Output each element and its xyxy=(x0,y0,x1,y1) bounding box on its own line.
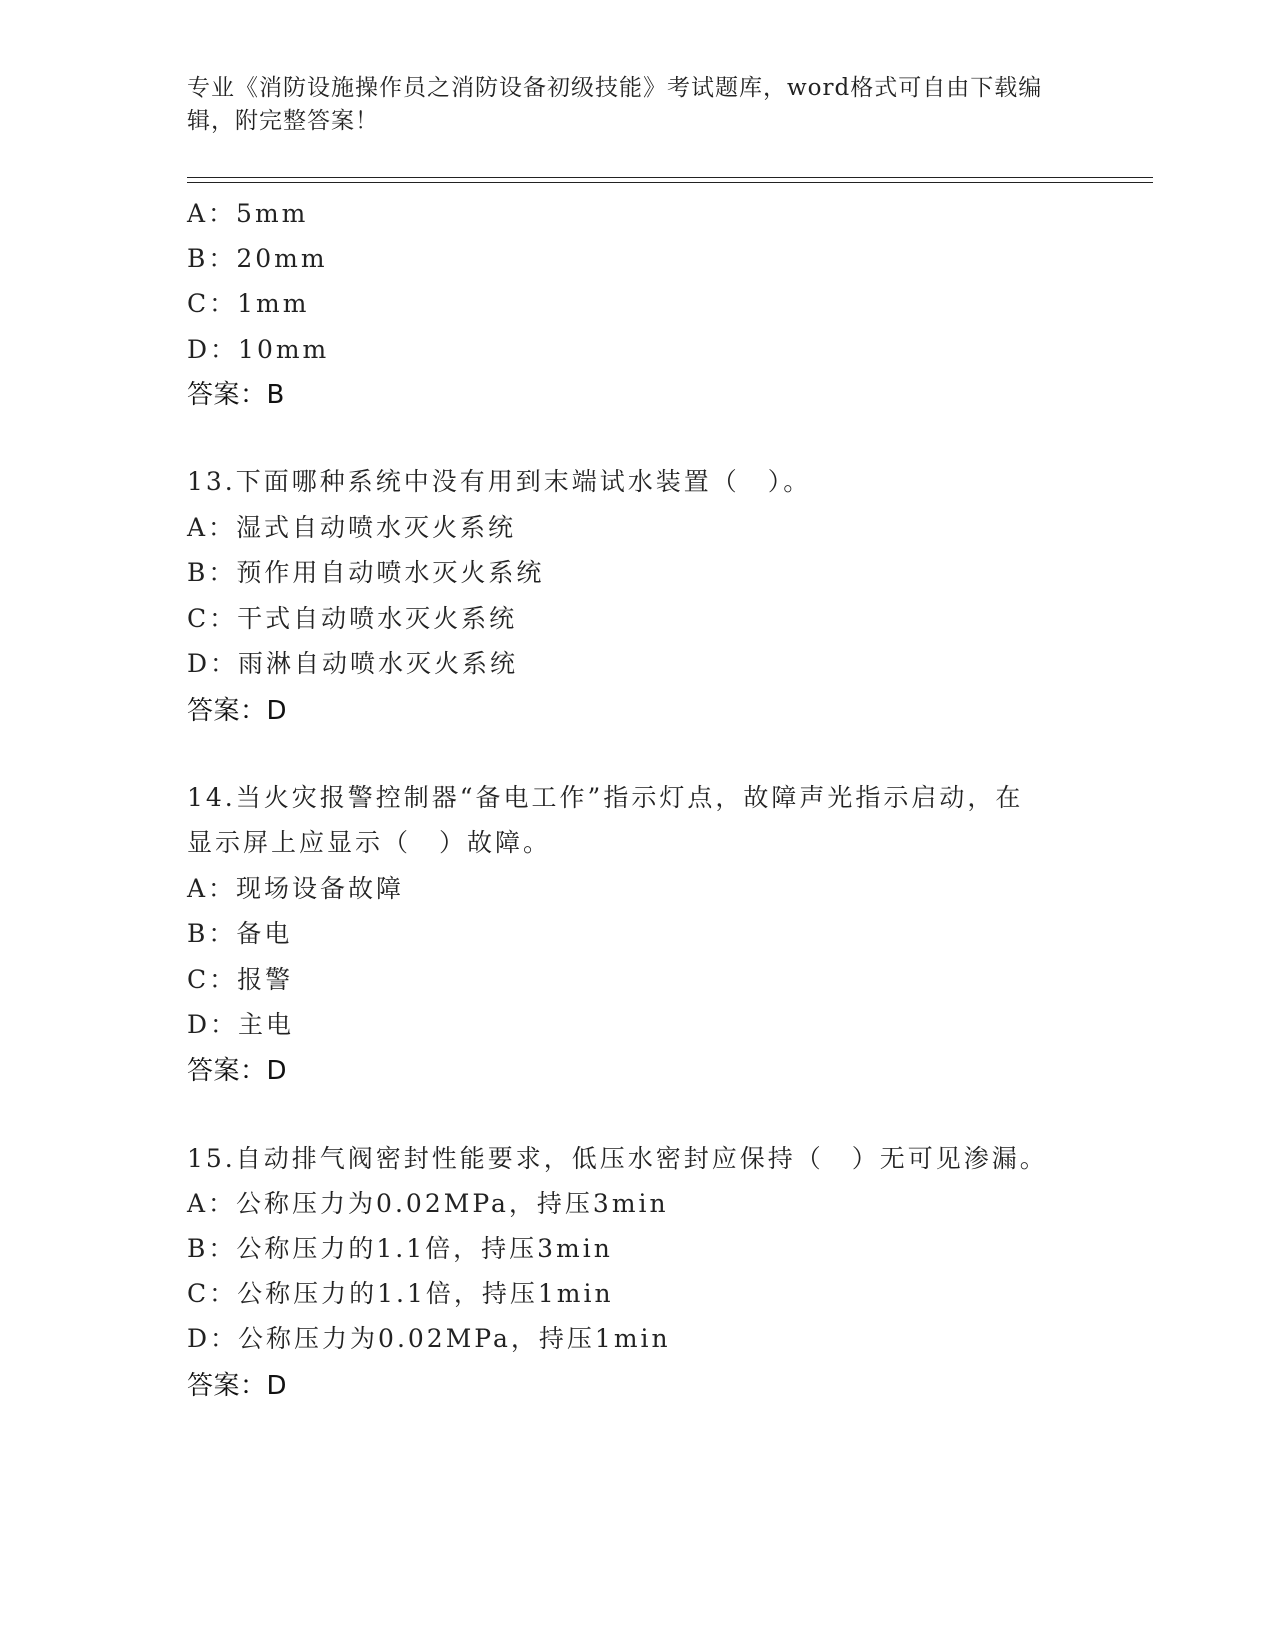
q15-option-d: D：公称压力为0.02MPa，持压1min xyxy=(187,1324,671,1353)
q15-option-b: B：公称压力的1.1倍，持压3min xyxy=(187,1234,613,1263)
q13-option-b: B：预作用自动喷水灭火系统 xyxy=(187,558,545,587)
q13-stem: 13.下面哪种系统中没有用到末端试水装置（ ）。 xyxy=(187,467,812,496)
q12-option-d: D：10mm xyxy=(187,335,330,364)
q15-option-c: C：公称压力的1.1倍，持压1min xyxy=(187,1279,614,1308)
q13-option-a: A：湿式自动喷水灭火系统 xyxy=(187,513,517,542)
q13-option-d: D：雨淋自动喷水灭火系统 xyxy=(187,649,519,678)
q12-option-b: B：20mm xyxy=(187,244,328,273)
q14-option-a: A：现场设备故障 xyxy=(187,874,405,903)
q14-stem-line2: 显示屏上应显示（ ）故障。 xyxy=(187,828,552,857)
q13-answer: 答案：D xyxy=(187,696,288,726)
q14-answer: 答案：D xyxy=(187,1056,288,1086)
q15-stem: 15.自动排气阀密封性能要求，低压水密封应保持（ ）无可见渗漏。 xyxy=(187,1144,1048,1173)
header-divider-top xyxy=(187,177,1153,178)
q15-answer: 答案：D xyxy=(187,1371,288,1401)
q14-option-d: D：主电 xyxy=(187,1010,295,1039)
q14-stem-line1: 14.当火灾报警控制器“备电工作”指示灯点，故障声光指示启动，在 xyxy=(187,783,1024,812)
q12-option-a: A：5mm xyxy=(187,199,309,228)
header-divider-bottom xyxy=(187,182,1153,183)
q14-option-b: B：备电 xyxy=(187,919,293,948)
q14-option-c: C：报警 xyxy=(187,965,294,994)
q12-answer: 答案：B xyxy=(187,380,285,410)
q15-option-a: A：公称压力为0.02MPa，持压3min xyxy=(187,1189,669,1218)
q13-option-c: C：干式自动喷水灭火系统 xyxy=(187,604,518,633)
q12-option-c: C：1mm xyxy=(187,289,310,318)
document-header: 专业《消防设施操作员之消防设备初级技能》考试题库，word格式可自由下载编辑，附完整答案！ xyxy=(187,75,1043,134)
